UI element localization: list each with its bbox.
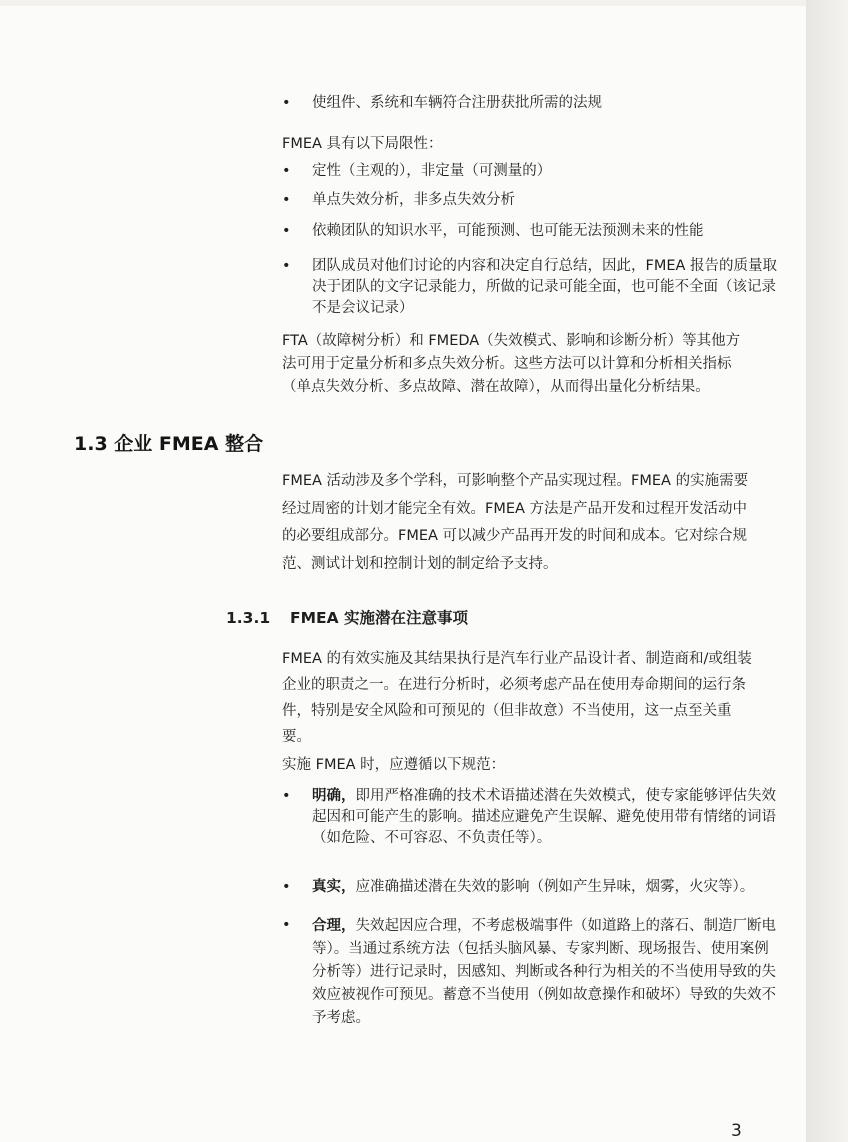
- list-item-text: 依赖团队的知识水平，可能预测、也可能无法预测未来的性能: [312, 223, 704, 239]
- rule-description: 应准确描述潜在失效的影响（例如产生异味，烟雾，火灾等）。: [355, 879, 755, 895]
- list-item-text: [312, 915, 782, 1030]
- bullet-marker: •: [282, 192, 291, 208]
- bullet-marker: •: [282, 258, 291, 274]
- limitations-intro: FMEA 具有以下局限性：: [282, 136, 443, 152]
- page-edge-shadow: [806, 0, 848, 1142]
- section-1-3-1-paragraph: FMEA 的有效实施及其结果执行是汽车行业产品设计者、制造商和/或组装企业的职责之一。在进行分析时，必须考虑产品在使用寿命期间的运行条件，特别是安全风险和可预见的（但非故意）不当使用，这一点至关重要。: [282, 651, 752, 745]
- rule-term: 明确，: [312, 788, 356, 804]
- section-heading-1-3: 1.3 企业 FMEA 整合: [74, 433, 264, 455]
- rule-description: 即用严格准确的技术术语描述潜在失效模式，使专家能够评估失效起因和可能产生的影响。描述应避免产生误解、避免使用带有情绪的词语（如危险、不可容忍、不负责任等）。: [312, 788, 776, 846]
- rule-term: 合理，: [312, 918, 356, 934]
- rules-intro: 实施 FMEA 时，应遵循以下规范：: [282, 757, 506, 773]
- page-number: 3: [731, 1121, 742, 1141]
- bullet-marker: •: [282, 879, 291, 895]
- list-item-text: 团队成员对他们讨论的内容和决定自行总结，因此，FMEA 报告的质量取决于团队的文字记录能力，所做的记录可能全面，也可能不全面（该记录不是会议记录）: [312, 258, 778, 316]
- subsection-number: 1.3.1: [226, 609, 271, 627]
- bullet-marker: •: [282, 788, 291, 804]
- subsection-heading: FMEA 实施潜在注意事项: [290, 609, 468, 627]
- list-item-text: 使组件、系统和车辆符合注册获批所需的法规: [312, 95, 602, 111]
- list-item-text: [312, 786, 782, 849]
- rule-description: 失效起因应合理，不考虑极端事件（如道路上的落石、制造厂断电等）。当通过系统方法（包括头脑风暴、专家判断、现场报告、使用案例分析等）进行记录时，因感知、判断或各种行为相关的不当使用导致的失效应被视作可预见。蓄意不当使用（例如故意操作和破坏）导致的失效不予考虑。: [312, 918, 776, 1026]
- bullet-marker: •: [282, 95, 291, 111]
- section-1-3-paragraph: FMEA 活动涉及多个学科，可影响整个产品实现过程。FMEA 的实施需要经过周密的计划才能完全有效。FMEA 方法是产品开发和过程开发活动中的必要组成部分。FMEA 可以减少产品再开发的时间和成本。它对综合规范、测试计划和控制计划的制定给予支持。: [282, 473, 749, 572]
- scan-top-edge: [0, 0, 806, 6]
- bullet-marker: •: [282, 163, 291, 179]
- list-item-text: [312, 877, 782, 897]
- bullet-marker: •: [282, 223, 291, 239]
- rule-term: 真实，: [312, 879, 356, 895]
- list-item-text: 定性（主观的），非定量（可测量的）: [312, 163, 552, 179]
- bullet-marker: •: [282, 917, 291, 933]
- list-item-text: 单点失效分析，非多点失效分析: [312, 192, 515, 208]
- fta-paragraph: FTA（故障树分析）和 FMEDA（失效模式、影响和诊断分析）等其他方法可用于定量分析和多点失效分析。这些方法可以计算和分析相关指标（单点失效分析、多点故障、潜在故障），从而得出量化分析结果。: [282, 333, 741, 395]
